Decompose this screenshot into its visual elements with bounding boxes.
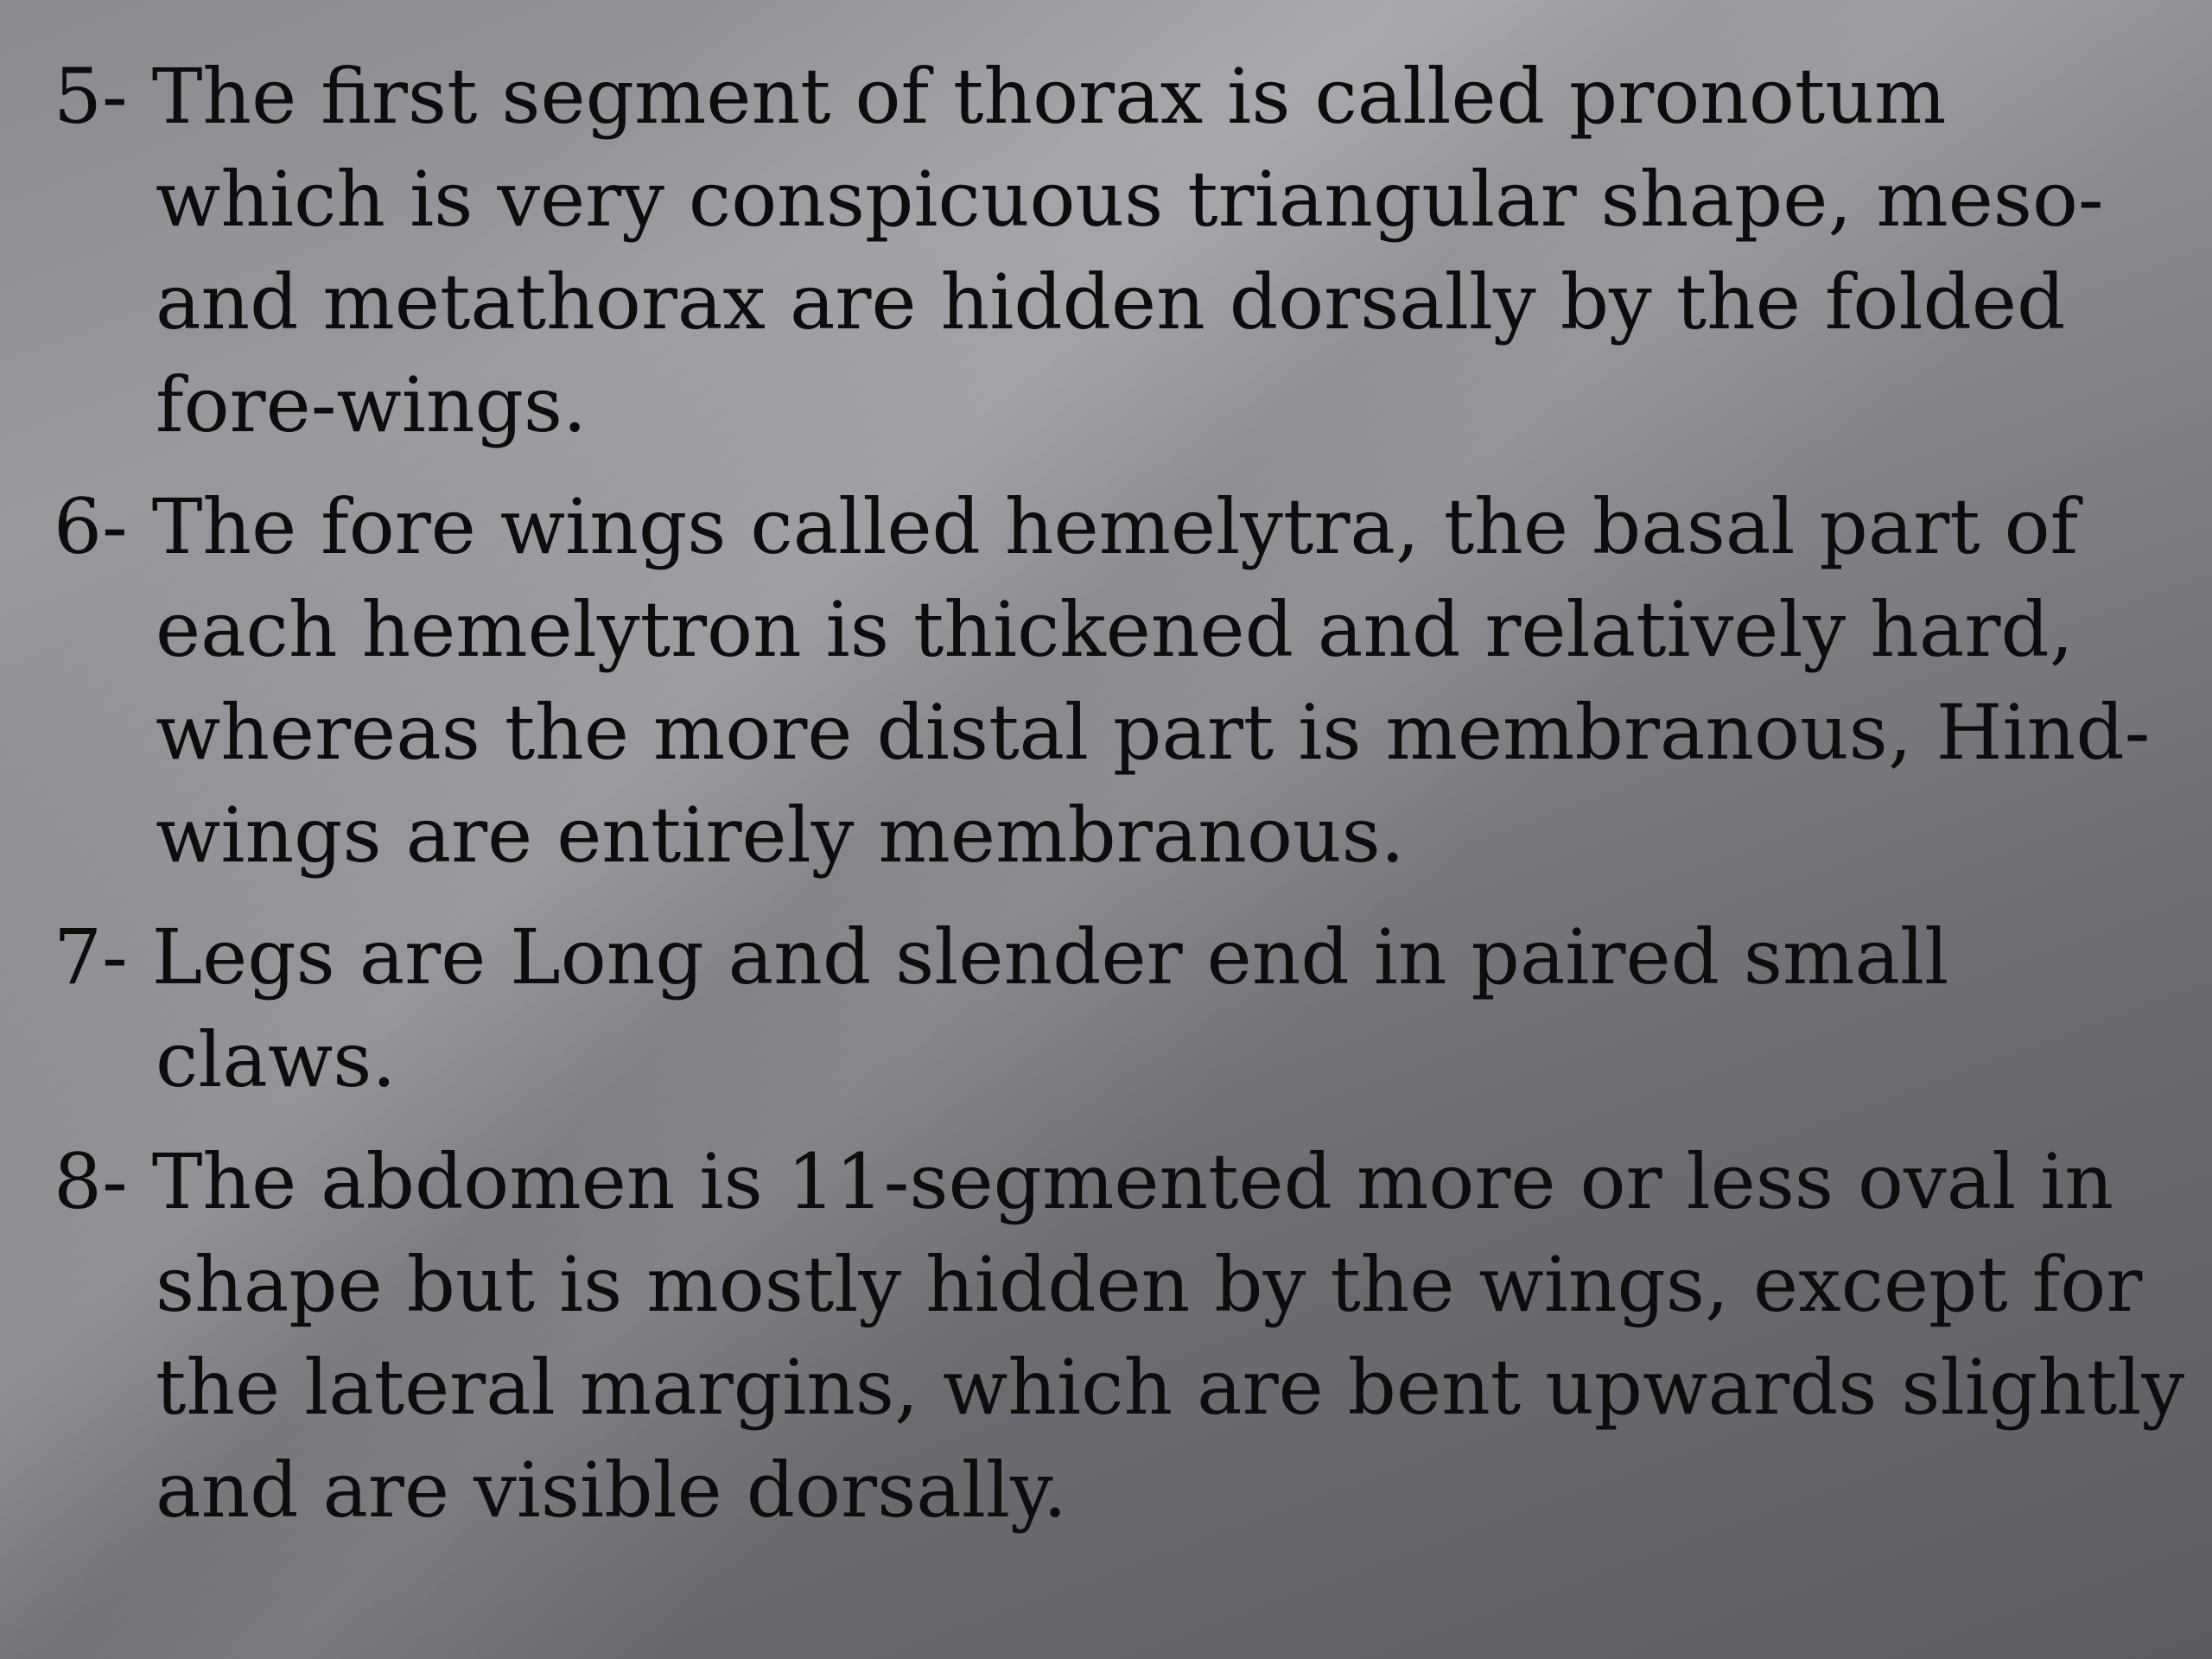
item-text: The first segment of thorax is called pronotum which is very conspicuous triangular shape, meso-and metathorax are hidden dorsally by the folded fore-wings. (151, 52, 2104, 449)
item-text: Legs are Long and slender end in paired small claws. (151, 912, 1949, 1104)
item-number: 5- (54, 52, 128, 141)
list-item (54, 1130, 2188, 1541)
list-item (54, 45, 2188, 456)
item-number: 8- (54, 1137, 128, 1226)
item-number: 6- (54, 482, 128, 571)
list-item (54, 475, 2188, 887)
list-item (54, 906, 2188, 1111)
item-number: 7- (54, 912, 128, 1001)
item-text: The abdomen is 11-segmented more or less oval in shape but is mostly hidden by the wings, except for the lateral margins, which are bent upwards slightly and are visible dorsally. (151, 1137, 2185, 1535)
slide-body (54, 45, 2188, 1560)
item-text: The fore wings called hemelytra, the basal part of each hemelytron is thickened and relatively hard, whereas the more distal part is membranous, Hind-wings are entirely membranous. (151, 482, 2151, 880)
